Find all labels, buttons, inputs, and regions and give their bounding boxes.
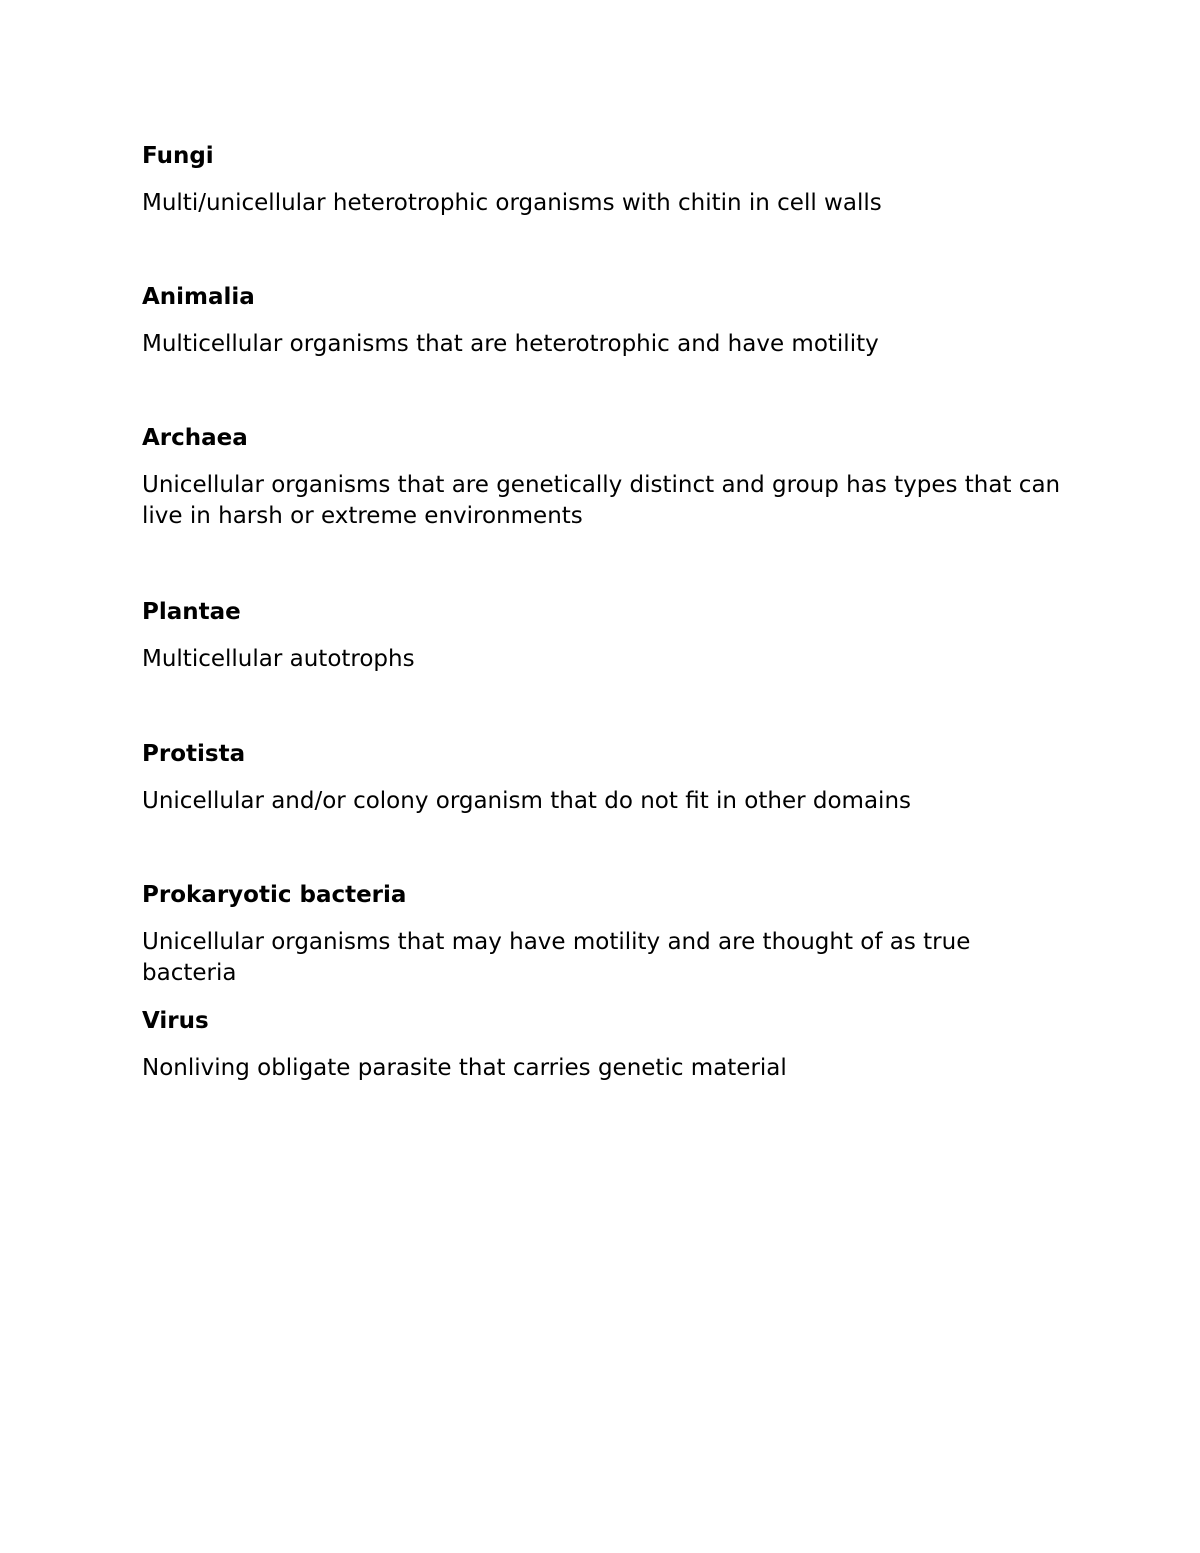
- entry-plantae: [142, 597, 1072, 675]
- term-definition: Multicellular autotrophs: [142, 646, 415, 672]
- entry-protista: [142, 739, 1072, 817]
- term-heading: Protista: [142, 741, 246, 767]
- entry-fungi: [142, 141, 1072, 219]
- term-heading: Animalia: [142, 284, 255, 310]
- entry-archaea: [142, 423, 1072, 532]
- term-heading: Plantae: [142, 599, 241, 625]
- term-heading: Prokaryotic bacteria: [142, 882, 407, 908]
- term-heading: Archaea: [142, 425, 248, 451]
- entry-animalia: [142, 282, 1072, 360]
- term-definition: Unicellular organisms that may have motility and are thought of as true bacteria: [142, 929, 971, 986]
- term-heading: Fungi: [142, 143, 214, 169]
- entry-prokaryotic-bacteria: [142, 880, 1072, 989]
- term-definition: Unicellular and/or colony organism that do not fit in other domains: [142, 788, 912, 814]
- term-definition: Nonliving obligate parasite that carries genetic material: [142, 1055, 787, 1081]
- term-definition: Multi/unicellular heterotrophic organisms with chitin in cell walls: [142, 190, 882, 216]
- term-definition: Unicellular organisms that are genetically distinct and group has types that can live in harsh or extreme environments: [142, 472, 1061, 529]
- term-definition: Multicellular organisms that are heterotrophic and have motility: [142, 331, 879, 357]
- entry-virus: [142, 1006, 1072, 1084]
- term-heading: Virus: [142, 1008, 209, 1034]
